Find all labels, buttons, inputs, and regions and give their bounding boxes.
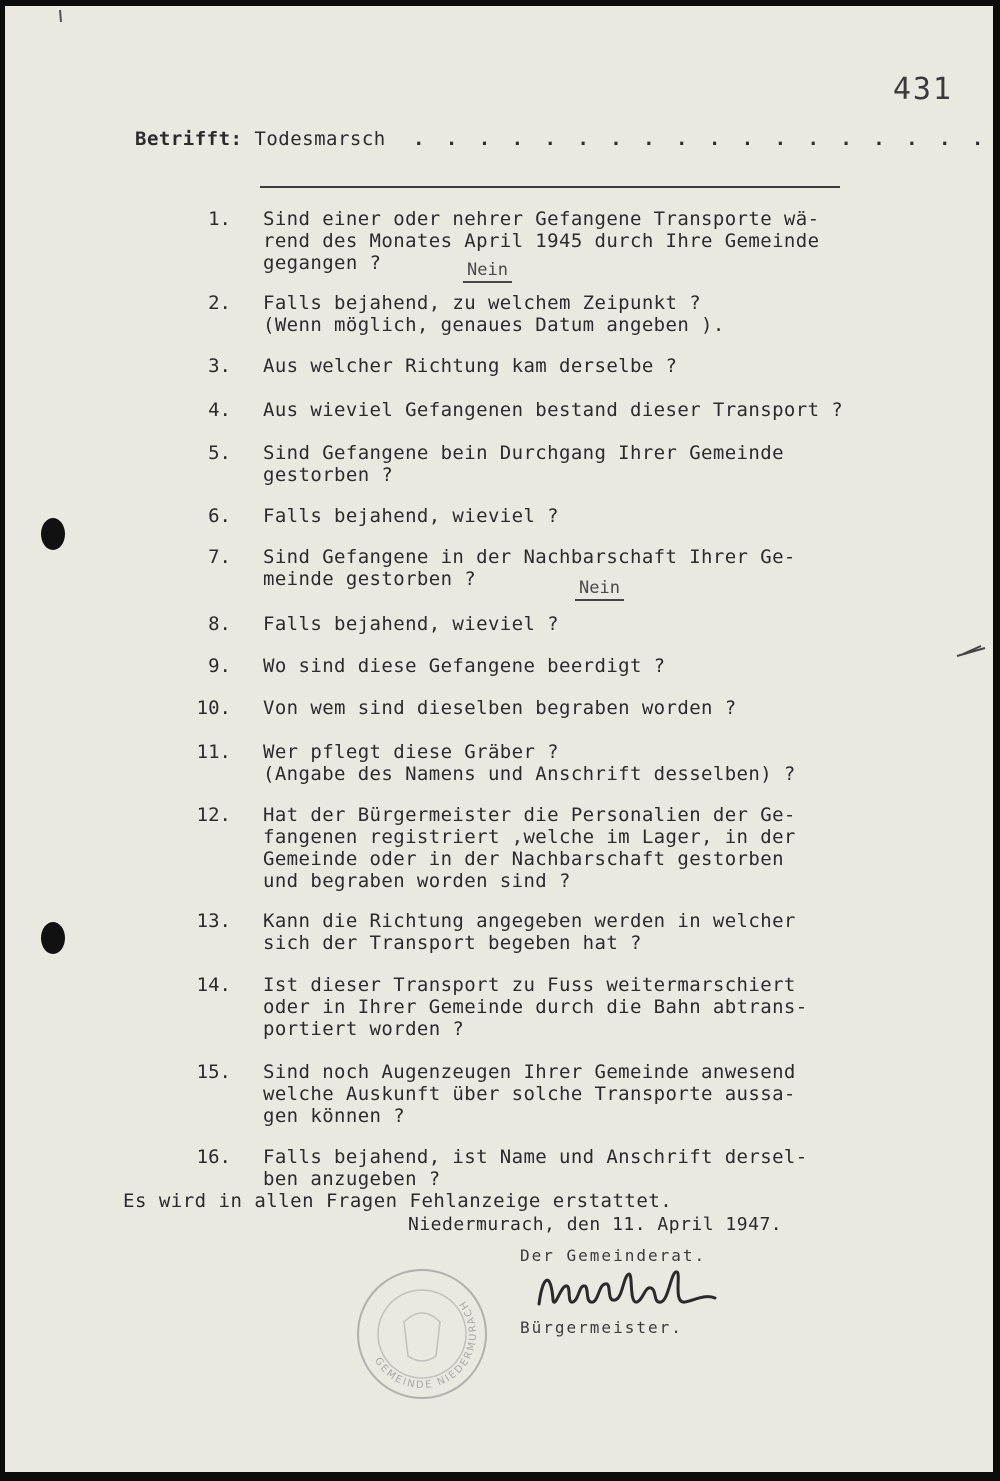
question-text: Sind Gefangene in der Nachbarschaft Ihrer Ge- meinde gestorben ?: [263, 546, 796, 590]
punch-hole-bottom: [41, 922, 65, 954]
question-number: 2.: [208, 292, 231, 314]
question-text: Sind Gefangene bein Durchgang Ihrer Gemeinde gestorben ?: [263, 442, 784, 486]
question-number: 13.: [196, 910, 231, 932]
question-text: Sind noch Augenzeugen Ihrer Gemeinde anwesend welche Auskunft über solche Transporte aussa- gen können ?: [263, 1061, 796, 1127]
question-number: 11.: [196, 741, 231, 763]
official-stamp: [352, 1264, 492, 1404]
question-text: Falls bejahend, wieviel ?: [263, 505, 559, 527]
answer-1: Nein: [463, 260, 512, 283]
question-text: Falls bejahend, zu welchem Zeipunkt ? (Wenn möglich, genaues Datum angeben ).: [263, 292, 725, 336]
page-number: 431: [892, 72, 953, 107]
question-number: 10.: [196, 697, 231, 719]
question-number: 9.: [208, 655, 231, 677]
punch-hole-top: [41, 518, 65, 550]
question-text: Aus wieviel Gefangenen bestand dieser Transport ?: [263, 399, 844, 421]
closing-statement: Es wird in allen Fragen Fehlanzeige erstattet.: [123, 1190, 673, 1212]
paper-speck-icon: [55, 6, 67, 26]
answer-7: Nein: [575, 578, 624, 601]
question-text: Wo sind diese Gefangene beerdigt ?: [263, 655, 666, 677]
signature-scribble: [533, 1264, 723, 1324]
question-number: 4.: [208, 399, 231, 421]
place-and-date: Niedermurach, den 11. April 1947.: [408, 1214, 783, 1235]
question-number: 6.: [208, 505, 231, 527]
question-number: 5.: [208, 442, 231, 464]
question-number: 3.: [208, 355, 231, 377]
subject-line: [135, 128, 386, 150]
question-number: 12.: [196, 804, 231, 826]
question-text: Falls bejahend, wieviel ?: [263, 613, 559, 635]
question-number: 15.: [196, 1061, 231, 1083]
question-text: Aus welcher Richtung kam derselbe ?: [263, 355, 678, 377]
question-number: 1.: [208, 208, 231, 230]
question-number: 14.: [196, 974, 231, 996]
question-text: Ist dieser Transport zu Fuss weitermarschiert oder in Ihrer Gemeinde durch die Bahn abtrans- portiert worden ?: [263, 974, 808, 1040]
question-text: Sind einer oder nehrer Gefangene Transporte wä- rend des Monates April 1945 durch Ihre Gemeinde gegangen ?: [263, 208, 820, 274]
council-label: Der Gemeinderat.: [520, 1246, 707, 1265]
question-text: Von wem sind dieselben begraben worden ?: [263, 697, 737, 719]
mayor-label: Bürgermeister.: [520, 1318, 683, 1337]
subject-label: Betrifft:: [135, 128, 243, 150]
stamp-text: GEMEINDE NIEDERMURACH: [372, 1297, 480, 1392]
subject-topic: Todesmarsch: [254, 128, 386, 150]
question-text: Hat der Bürgermeister die Personalien der Ge- fangenen registriert ,welche im Lager, in der Gemeinde oder in der Nachbarschaft gestorben und begraben worden sind ?: [263, 804, 796, 892]
question-number: 8.: [208, 613, 231, 635]
divider-rule: [260, 186, 840, 188]
svg-text:GEMEINDE NIEDERMURACH: [372, 1297, 479, 1391]
leader-dots: . . . . . . . . . . . . . . . . . .: [413, 128, 989, 150]
question-text: Wer pflegt diese Gräber ? (Angabe des Namens und Anschrift desselben) ?: [263, 741, 796, 785]
question-number: 16.: [196, 1146, 231, 1168]
document-page: [5, 6, 993, 1472]
question-text: Kann die Richtung angegeben werden in welcher sich der Transport begeben hat ?: [263, 910, 796, 954]
question-text: Falls bejahend, ist Name und Anschrift dersel- ben anzugeben ?: [263, 1146, 808, 1190]
question-number: 7.: [208, 546, 231, 568]
paper-mark-icon: [955, 642, 991, 662]
